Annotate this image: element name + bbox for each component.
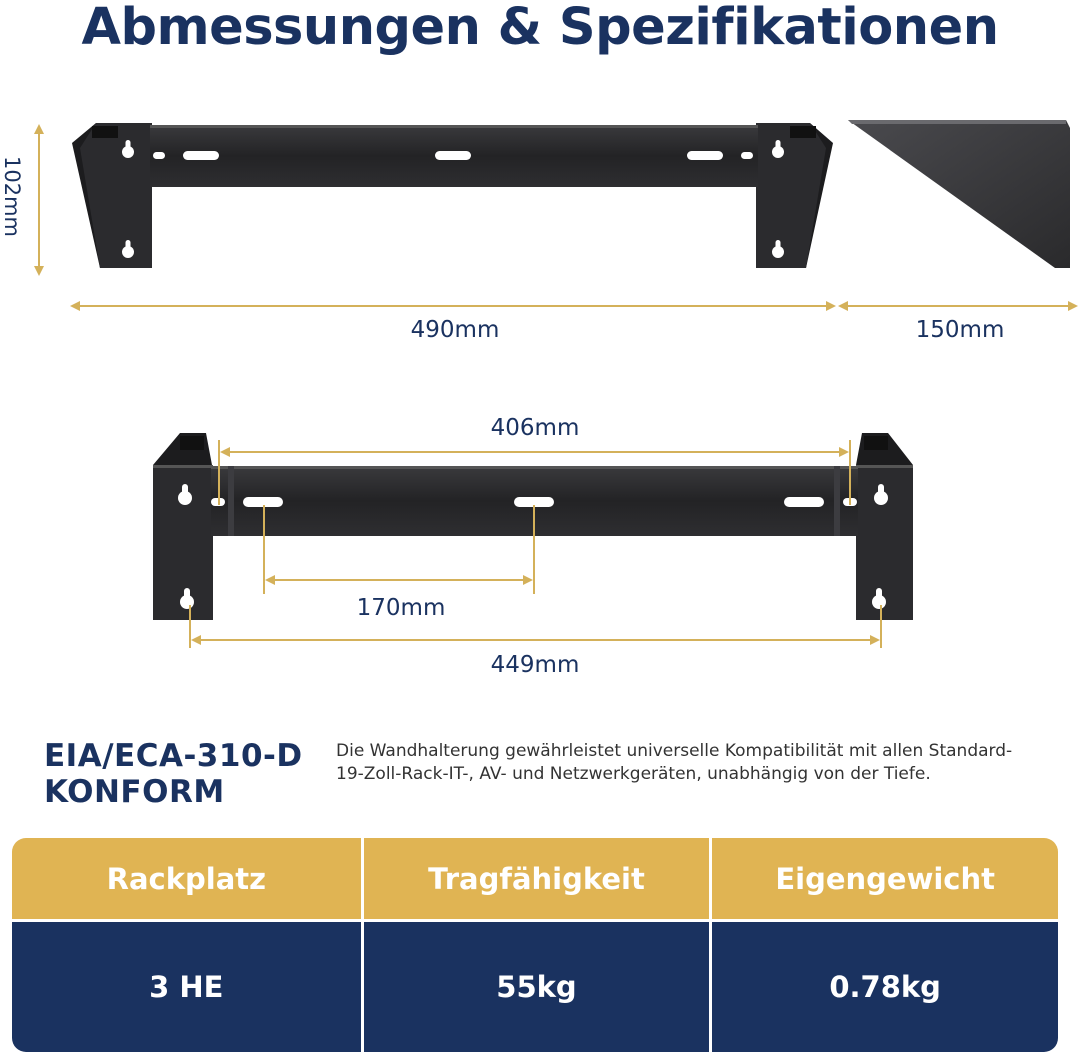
- width-dimension-label: 490mm: [410, 317, 500, 343]
- compliance-title-line2: KONFORM: [44, 774, 225, 810]
- spec-header-tragfaehigkeit: Tragfähigkeit: [361, 838, 710, 922]
- height-dimension-label: 102mm: [0, 156, 24, 237]
- inner-width-dimension-label: 406mm: [490, 415, 580, 441]
- spec-value-eigengewicht: 0.78kg: [709, 922, 1058, 1052]
- compliance-title-line1: EIA/ECA-310-D: [44, 738, 303, 774]
- bracket-front-view: [72, 123, 833, 268]
- spec-value-rackplatz: 3 HE: [12, 922, 361, 1052]
- compliance-title: [44, 738, 334, 810]
- spec-header-rackplatz: Rackplatz: [12, 838, 361, 922]
- hole-spacing-dimension-label: 170mm: [356, 595, 446, 621]
- spec-value-tragfaehigkeit: 55kg: [361, 922, 710, 1052]
- depth-dimension-label: 150mm: [915, 317, 1005, 343]
- compliance-description: Die Wandhalterung gewährleistet universelle Kompatibilität mit allen Standard-19-Zoll-Rack-IT-, AV- und Netzwerkgeräten, unabhängig von der Tiefe.: [336, 741, 1013, 784]
- spec-header-eigengewicht: Eigengewicht: [709, 838, 1058, 922]
- spec-table: [12, 838, 1058, 1052]
- bracket-side-view: [848, 120, 1070, 268]
- page-title: Abmessungen & Spezifikationen: [81, 0, 999, 57]
- mount-width-dimension-label: 449mm: [490, 652, 580, 678]
